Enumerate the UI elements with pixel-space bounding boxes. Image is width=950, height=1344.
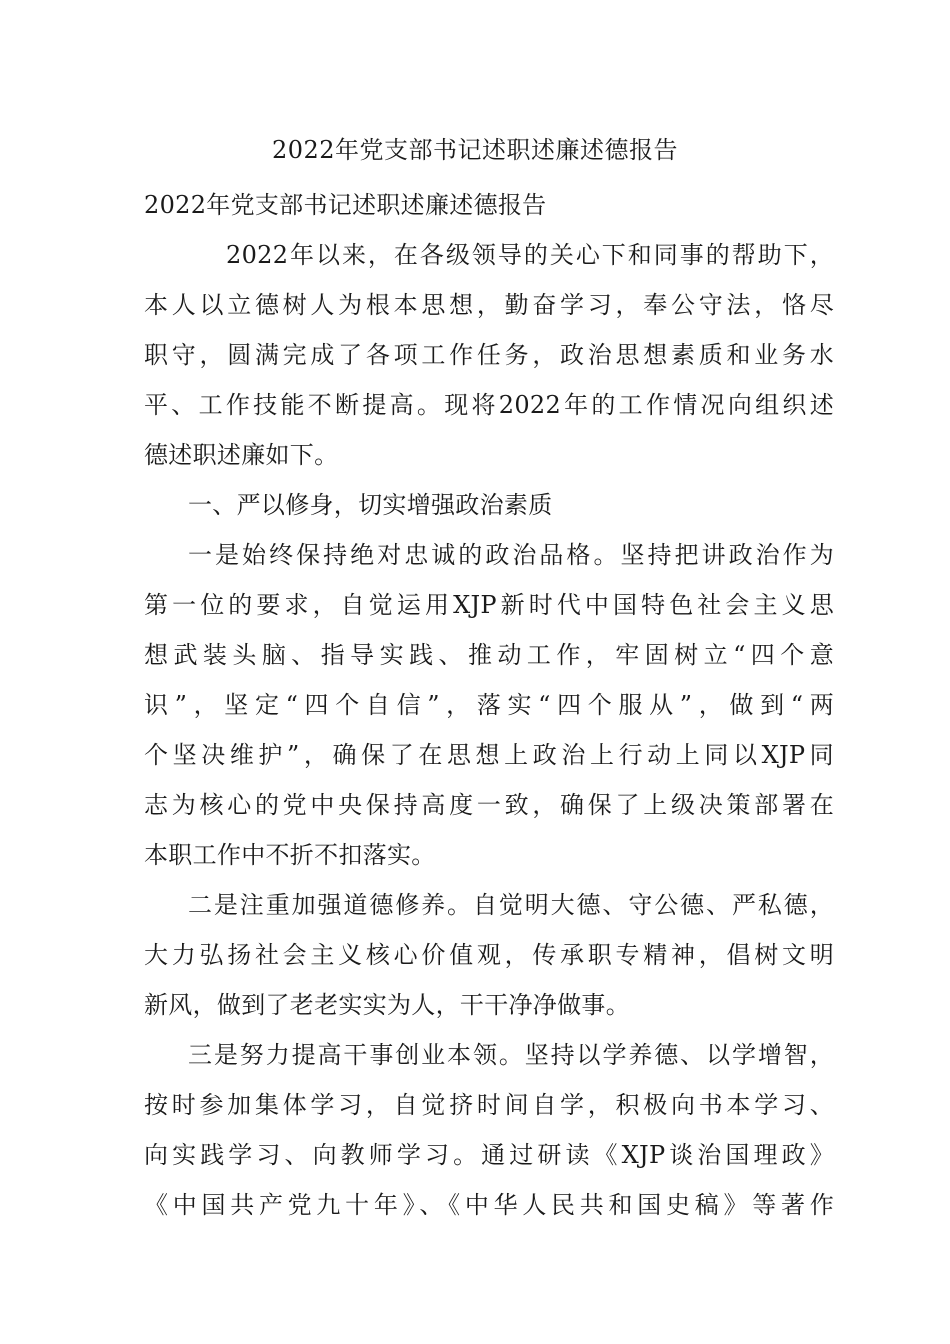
document-title: 2022年党支部书记述职述廉述德报告 [271,136,679,164]
paragraph-line: 大力弘扬社会主义核心价值观，传承职专精神，倡树文明 [144,941,834,969]
paragraph-line: 个坚决维护”，确保了在思想上政治上行动上同以XJP同 [144,741,834,769]
paragraph-line: 三是努力提高干事创业本领。坚持以学养德、以学增智， [188,1041,834,1069]
paragraph-line: 职守，圆满完成了各项工作任务，政治思想素质和业务水 [144,341,834,369]
subtitle-line: 2022年党支部书记述职述廉述德报告 [144,191,547,219]
paragraph-line: 向实践学习、向教师学习。通过研读《XJP谈治国理政》 [144,1141,834,1169]
document-body [144,180,834,1230]
paragraph-line: 本人以立德树人为根本思想，勤奋学习，奉公守法，恪尽 [144,291,834,319]
paragraph-line: 2022年以来，在各级领导的关心下和同事的帮助下， [226,241,834,269]
paragraph-line: 第一位的要求，自觉运用XJP新时代中国特色社会主义思 [144,591,834,619]
paragraph-line: 平、工作技能不断提高。现将2022年的工作情况向组织述 [144,391,834,419]
paragraph-line: 《中国共产党九十年》、《中华人民共和国史稿》等著作 [144,1191,834,1219]
paragraph-line: 二是注重加强道德修养。自觉明大德、守公德、严私德， [188,891,834,919]
section-heading: 一、严以修身，切实增强政治素质 [188,491,553,519]
paragraph-line: 志为核心的党中央保持高度一致，确保了上级决策部署在 [144,791,834,819]
paragraph-line: 想武装头脑、指导实践、推动工作，牢固树立“四个意 [144,641,834,669]
paragraph-line: 一是始终保持绝对忠诚的政治品格。坚持把讲政治作为 [188,541,834,569]
paragraph-line: 本职工作中不折不扣落实。 [144,841,436,869]
paragraph-line: 按时参加集体学习，自觉挤时间自学，积极向书本学习、 [144,1091,834,1119]
paragraph-line: 新风，做到了老老实实为人，干干净净做事。 [144,991,630,1019]
paragraph-line: 识”，坚定“四个自信”，落实“四个服从”，做到“两 [144,691,834,719]
paragraph-line: 德述职述廉如下。 [144,441,339,469]
